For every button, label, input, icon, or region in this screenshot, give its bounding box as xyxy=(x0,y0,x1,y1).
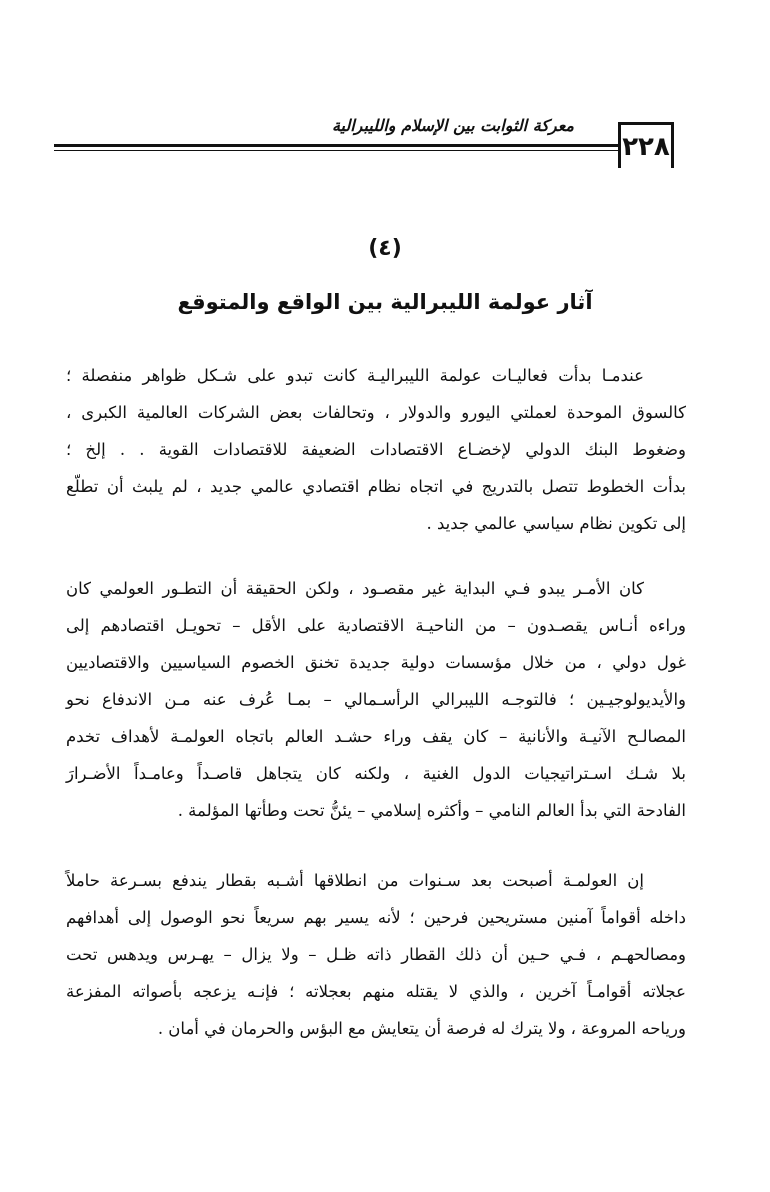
paragraph-line: بلا شـك اسـتراتيجيات الدول الغنية ، ولكنه كان يتجاهل قاصـداً وعامـداً الأضـرارَ xyxy=(66,764,686,783)
paragraph-line: ورياحه المروعة ، ولا يترك له فرصة أن يتعايش مع البؤس والحرمان في أمان . xyxy=(157,1019,686,1038)
paragraph-line: والأيديولوجيـين ؛ فالتوجـه الليبرالي الرأسـمالي – بمـا عُرف عنه مـن الاندفاع نحو xyxy=(66,690,686,709)
running-title: معركة الثوابت بين الإسلام والليبرالية xyxy=(331,116,574,135)
paragraph-line: بدأت الخطوط تتصل بالتدريج في اتجاه نظام اقتصادي عالمي جديد ، لم يلبث أن تطلّع xyxy=(66,477,686,496)
paragraph-line: عندمـا بدأت فعاليـات عولمة الليبراليـة كانت تبدو على شـكل ظواهر منفصلة ؛ xyxy=(66,366,644,385)
paragraph-line: المصالـح الآنيـة والأنانية – كان يقف وراء حشـد العالم باتجاه العولمـة لأهداف تخدم xyxy=(66,727,686,746)
section-number: (٤) xyxy=(368,236,402,261)
running-header xyxy=(54,108,674,170)
paragraph-line: كالسوق الموحدة لعملتي اليورو والدولار ، وتحالفات بعض الشركات العالمية الكبرى ، xyxy=(66,403,686,422)
header-rule-thin xyxy=(54,150,618,151)
paragraph-3 xyxy=(66,862,686,1047)
paragraph-line: إن العولمـة أصبحت بعد سـنوات من انطلاقها أشـبه بقطار يندفع بسـرعة حاملاً xyxy=(66,871,644,890)
paragraph-line: وراءه أنـاس يقصـدون – من الناحيـة الاقتصادية على الأقل – تحويـل اقتصادهم إلى xyxy=(66,616,686,635)
header-rule-thick xyxy=(54,144,618,147)
paragraph-2 xyxy=(66,570,686,829)
paragraph-line: غول دولي ، من خلال مؤسسات دولية جديدة تخنق الخصوم السياسيين والاقتصاديين xyxy=(66,653,686,672)
paragraph-line: عجلاته أقوامـاً آخرين ، والذي لا يقتله منهم بعجلاته ؛ فإنـه يزعجه بأصواته المفزعة xyxy=(66,982,686,1001)
paragraph-line: ومصالحهـم ، فـي حـين أن ذلك القطار ذاته ظـل – ولا يزال – يهـرس ويدهس تحت xyxy=(66,945,686,964)
paragraph-line: الفادحة التي بدأ العالم النامي – وأكثره إسلامي – يئنُّ تحت وطأتها المؤلمة . xyxy=(177,801,686,820)
paragraph-1 xyxy=(66,357,686,542)
paragraph-line: كان الأمـر يبدو فـي البداية غير مقصـود ، ولكن الحقيقة أن التطـور العولمي كان xyxy=(66,579,644,598)
page-number: ٢٢٨ xyxy=(618,122,674,168)
paragraph-line: داخله أقواماً آمنين مستريحين فرحين ؛ لأنه يسير بهم سريعاً نحو الوصول إلى أهدافهم xyxy=(66,908,686,927)
paragraph-line: إلى تكوين نظام سياسي عالمي جديد . xyxy=(426,514,686,533)
paragraph-line: وضغوط البنك الدولي لإخضـاع الاقتصادات الضعيفة للاقتصادات القوية . . إلخ ؛ xyxy=(66,440,686,459)
section-title: آثار عولمة الليبرالية بين الواقع والمتوقع xyxy=(177,290,593,314)
